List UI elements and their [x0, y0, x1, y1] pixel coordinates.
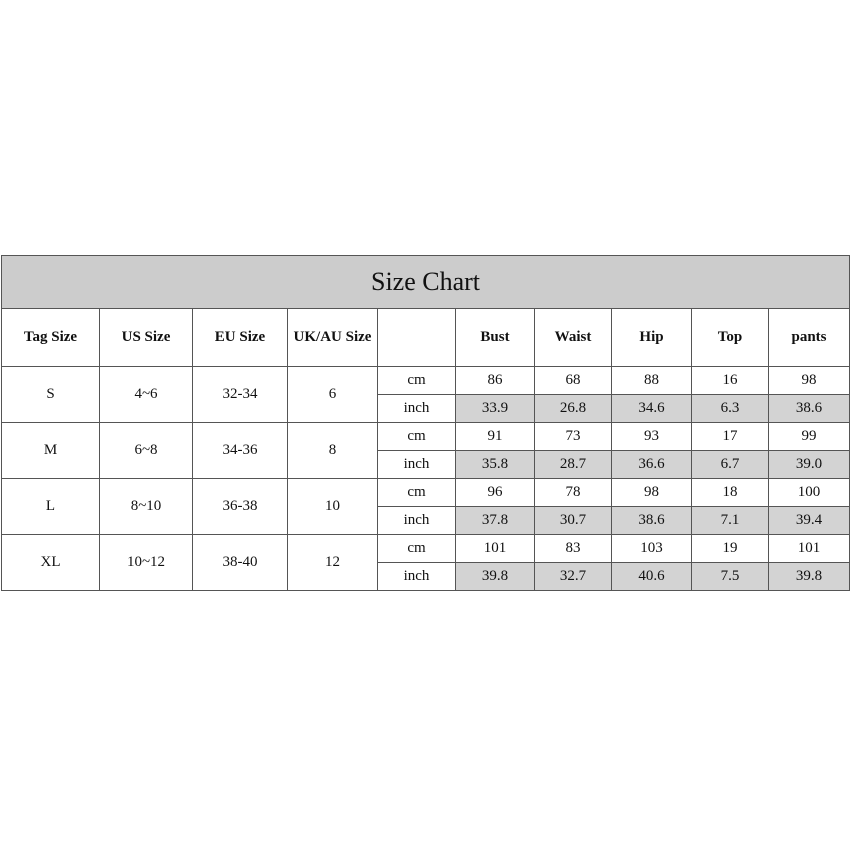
hip-cm-cell: 88 [612, 367, 692, 395]
header-pants: pants [769, 309, 850, 367]
hip-cm-cell: 93 [612, 423, 692, 451]
unit-cm-cell: cm [378, 423, 456, 451]
hip-inch-cell: 38.6 [612, 507, 692, 535]
hip-inch-cell: 36.6 [612, 451, 692, 479]
header-hip: Hip [612, 309, 692, 367]
tag-size-cell: L [2, 479, 100, 535]
pants-inch-cell: 39.0 [769, 451, 850, 479]
size-row-cm [2, 423, 850, 451]
waist-inch-cell: 26.8 [535, 395, 612, 423]
eu-size-cell: 36-38 [193, 479, 288, 535]
size-row-cm [2, 367, 850, 395]
size-chart-table [1, 255, 850, 591]
waist-inch-cell: 28.7 [535, 451, 612, 479]
uk-au-size-cell: 12 [288, 535, 378, 591]
unit-cm-cell: cm [378, 367, 456, 395]
hip-inch-cell: 40.6 [612, 563, 692, 591]
us-size-cell: 10~12 [100, 535, 193, 591]
bust-cm-cell: 101 [456, 535, 535, 563]
header-top: Top [692, 309, 769, 367]
waist-inch-cell: 32.7 [535, 563, 612, 591]
header-unit [378, 309, 456, 367]
pants-cm-cell: 98 [769, 367, 850, 395]
top-inch-cell: 7.5 [692, 563, 769, 591]
pants-inch-cell: 38.6 [769, 395, 850, 423]
eu-size-cell: 34-36 [193, 423, 288, 479]
header-tag-size: Tag Size [2, 309, 100, 367]
size-row-cm [2, 535, 850, 563]
top-cm-cell: 16 [692, 367, 769, 395]
bust-inch-cell: 33.9 [456, 395, 535, 423]
top-cm-cell: 19 [692, 535, 769, 563]
title-row [2, 256, 850, 309]
unit-inch-cell: inch [378, 563, 456, 591]
header-us-size: US Size [100, 309, 193, 367]
header-eu-size: EU Size [193, 309, 288, 367]
tag-size-cell: S [2, 367, 100, 423]
top-cm-cell: 18 [692, 479, 769, 507]
eu-size-cell: 32-34 [193, 367, 288, 423]
us-size-cell: 4~6 [100, 367, 193, 423]
bust-inch-cell: 39.8 [456, 563, 535, 591]
unit-inch-cell: inch [378, 507, 456, 535]
header-waist: Waist [535, 309, 612, 367]
bust-cm-cell: 86 [456, 367, 535, 395]
size-row-cm [2, 479, 850, 507]
uk-au-size-cell: 10 [288, 479, 378, 535]
waist-cm-cell: 73 [535, 423, 612, 451]
header-uk-au-size: UK/AU Size [288, 309, 378, 367]
bust-inch-cell: 37.8 [456, 507, 535, 535]
pants-cm-cell: 100 [769, 479, 850, 507]
tag-size-cell: M [2, 423, 100, 479]
us-size-cell: 6~8 [100, 423, 193, 479]
pants-cm-cell: 99 [769, 423, 850, 451]
us-size-cell: 8~10 [100, 479, 193, 535]
uk-au-size-cell: 6 [288, 367, 378, 423]
chart-title: Size Chart [2, 256, 850, 309]
bust-inch-cell: 35.8 [456, 451, 535, 479]
unit-cm-cell: cm [378, 479, 456, 507]
hip-inch-cell: 34.6 [612, 395, 692, 423]
bust-cm-cell: 91 [456, 423, 535, 451]
top-inch-cell: 7.1 [692, 507, 769, 535]
waist-cm-cell: 78 [535, 479, 612, 507]
unit-inch-cell: inch [378, 395, 456, 423]
eu-size-cell: 38-40 [193, 535, 288, 591]
bust-cm-cell: 96 [456, 479, 535, 507]
top-inch-cell: 6.7 [692, 451, 769, 479]
pants-inch-cell: 39.4 [769, 507, 850, 535]
uk-au-size-cell: 8 [288, 423, 378, 479]
hip-cm-cell: 98 [612, 479, 692, 507]
unit-cm-cell: cm [378, 535, 456, 563]
size-chart-body [2, 256, 850, 591]
pants-cm-cell: 101 [769, 535, 850, 563]
waist-cm-cell: 68 [535, 367, 612, 395]
header-row [2, 309, 850, 367]
waist-cm-cell: 83 [535, 535, 612, 563]
unit-inch-cell: inch [378, 451, 456, 479]
tag-size-cell: XL [2, 535, 100, 591]
top-cm-cell: 17 [692, 423, 769, 451]
hip-cm-cell: 103 [612, 535, 692, 563]
pants-inch-cell: 39.8 [769, 563, 850, 591]
waist-inch-cell: 30.7 [535, 507, 612, 535]
header-bust: Bust [456, 309, 535, 367]
top-inch-cell: 6.3 [692, 395, 769, 423]
